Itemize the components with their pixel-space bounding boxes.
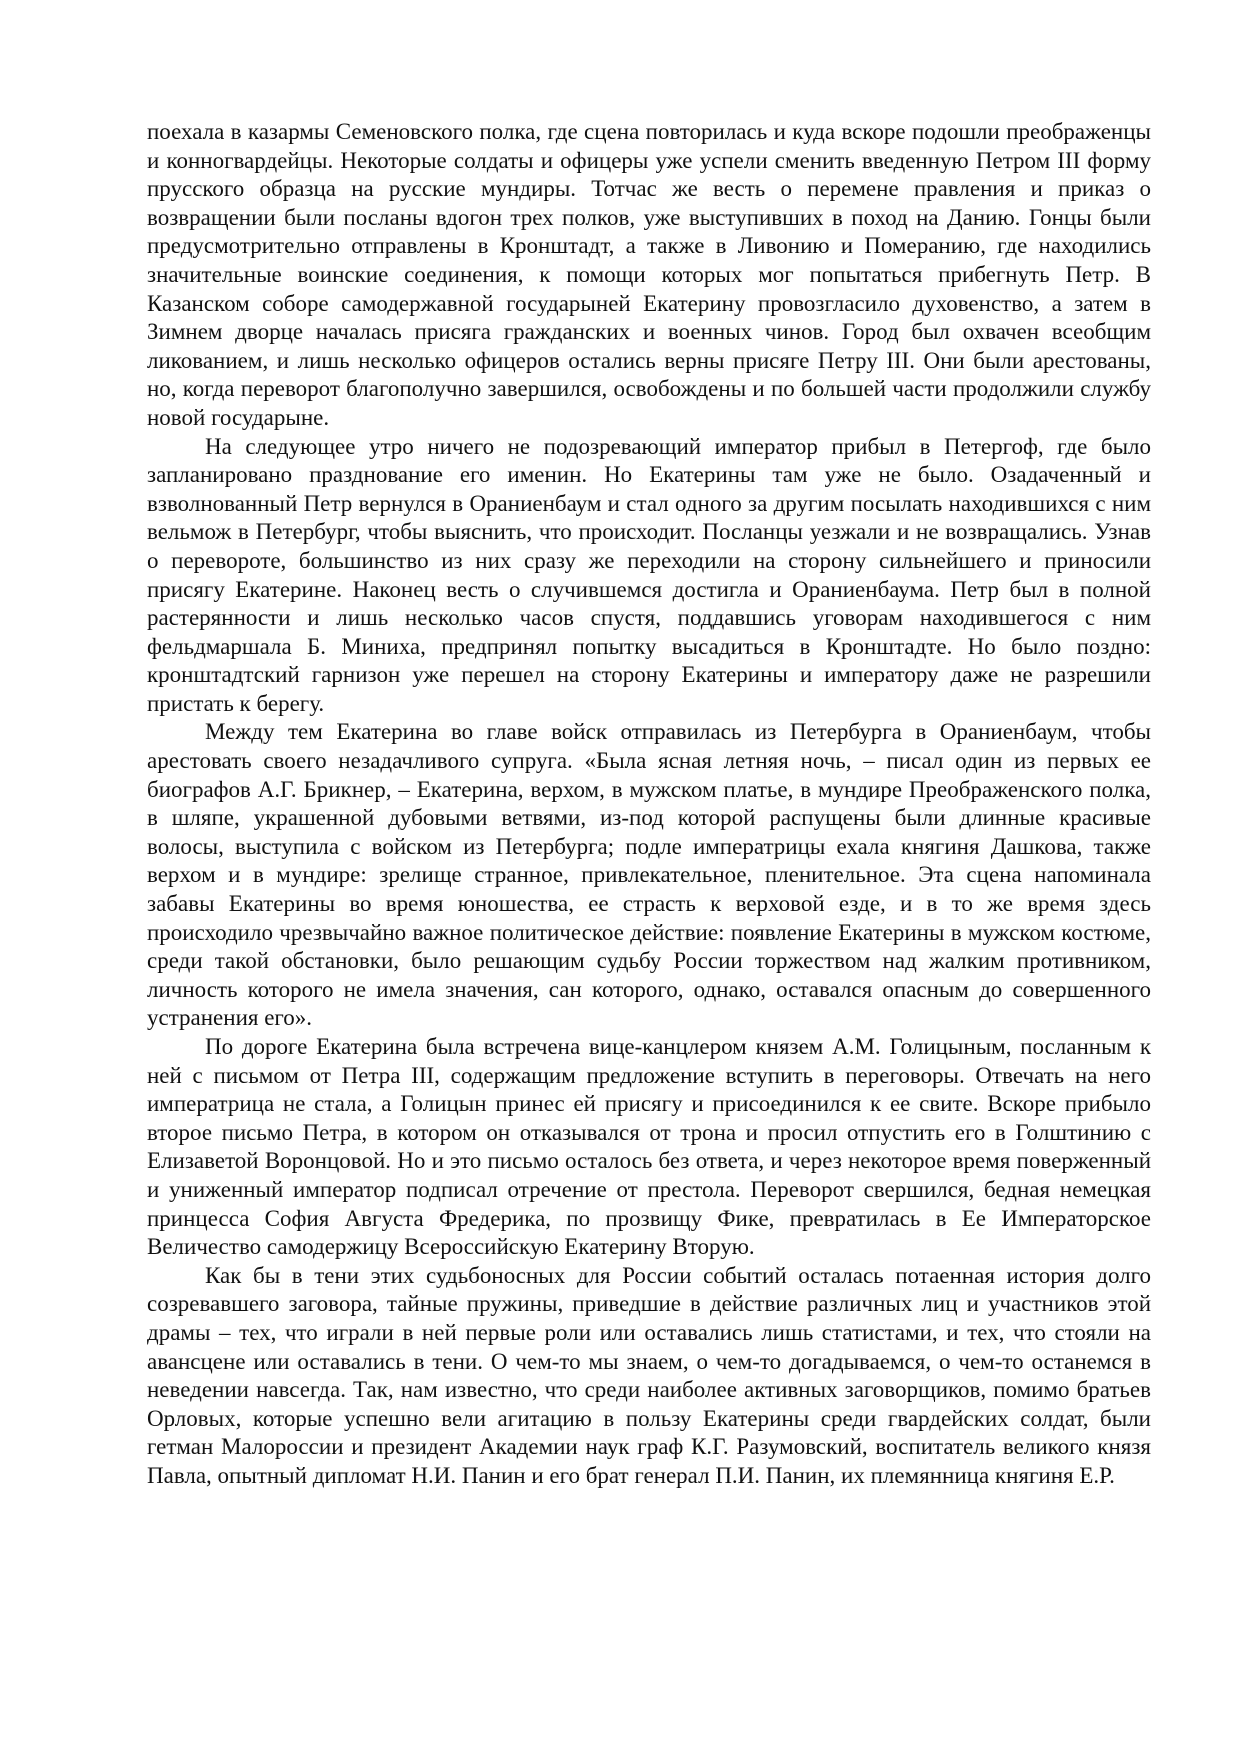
paragraph-4: По дороге Екатерина была встречена вице-канцлером князем А.М. Голицыным, посланным к ней с письмом от Петра III, содержащим предложение вступить в переговоры. Отвечать на него императрица не стала, а Голицын принес ей присягу и присоединился к ее свите. Вскоре прибыло второе письмо Петра, в котором он отказывался от трона и просил отпустить его в Голштинию с Елизаветой Воронцовой. Но и это письмо осталось без ответа, и через некоторое время поверженный и униженный император подписал отречение от престола. Переворот свершился, бедная немецкая принцесса София Августа Фредерика, по прозвищу Фике, превратилась в Ее Императорское Величество самодержицу Всероссийскую Екатерину Вторую. xyxy=(147,1034,1151,1260)
paragraph-5: Как бы в тени этих судьбоносных для России событий осталась потаенная история долго созревавшего заговора, тайные пружины, приведшие в действие различных лиц и участников этой драмы – тех, что играли в ней первые роли или оставались лишь статистами, и тех, что стояли на авансцене или оставались в тени. О чем-то мы знаем, о чем-то догадываемся, о чем-то останемся в неведении навсегда. Так, нам известно, что среди наиболее активных заговорщиков, помимо братьев Орловых, которые успешно вели агитацию в пользу Екатерины среди гвардейских солдат, были гетман Малороссии и президент Академии наук граф К.Г. Разумовский, воспитатель великого князя Павла, опытный дипломат Н.И. Панин и его брат генерал П.И. Панин, их племянница княгиня Е.Р. xyxy=(147,1262,1151,1488)
paragraph-3: Между тем Екатерина во главе войск отправилась из Петербурга в Ораниенбаум, чтобы арестовать своего незадачливого супруга. «Была ясная летняя ночь, – писал один из первых ее биографов А.Г. Брикнер, – Екатерина, верхом, в мужском платье, в мундире Преображенского полка, в шляпе, украшенной дубовыми ветвями, из-под которой распущены были длинные красивые волосы, выступила с войском из Петербурга; подле императрицы ехала княгиня Дашкова, также верхом и в мундире: зрелище странное, привлекательное, пленительное. Эта сцена напоминала забавы Екатерины во время юношества, ее страсть к верховой езде, и в то же время здесь происходило чрезвычайно важное политическое действие: появление Екатерины в мужском костюме, среди такой обстановки, было решающим судьбу России торжеством над жалким противником, личность которого не имела значения, сан которого, однако, оставался опасным до совершенного устранения его». xyxy=(147,719,1151,1031)
paragraph-2: На следующее утро ничего не подозревающий император прибыл в Петергоф, где было запланировано празднование его именин. Но Екатерины там уже не было. Озадаченный и взволнованный Петр вернулся в Ораниенбаум и стал одного за другим посылать находившихся с ним вельмож в Петербург, чтобы выяснить, что происходит. Посланцы уезжали и не возвращались. Узнав о перевороте, большинство из них сразу же переходили на сторону сильнейшего и приносили присягу Екатерине. Наконец весть о случившемся достигла и Ораниенбаума. Петр был в полной растерянности и лишь несколько часов спустя, поддавшись уговорам находившегося с ним фельдмаршала Б. Миниха, предпринял попытку высадиться в Кронштадте. Но было поздно: кронштадтский гарнизон уже перешел на сторону Екатерины и императору даже не разрешили пристать к берегу. xyxy=(147,433,1151,716)
body-text xyxy=(147,118,1151,1491)
paragraph-1: поехала в казармы Семеновского полка, где сцена повторилась и куда вскоре подошли преображенцы и конногвардейцы. Некоторые солдаты и офицеры уже успели сменить введенную Петром III форму прусского образца на русские мундиры. Тотчас же весть о перемене правления и приказ о возвращении были посланы вдогон трех полков, уже выступивших в поход на Данию. Гонцы были предусмотрительно отправлены в Кронштадт, а также в Ливонию и Померанию, где находились значительные воинские соединения, к помощи которых мог попытаться прибегнуть Петр. В Казанском соборе самодержавной государыней Екатерину провозгласило духовенство, а затем в Зимнем дворце началась присяга гражданских и военных чинов. Город был охвачен всеобщим ликованием, и лишь несколько офицеров остались верны присяге Петру III. Они были арестованы, но, когда переворот благополучно завершился, освобождены и по большей части продолжили службу новой государыне. xyxy=(147,119,1151,430)
